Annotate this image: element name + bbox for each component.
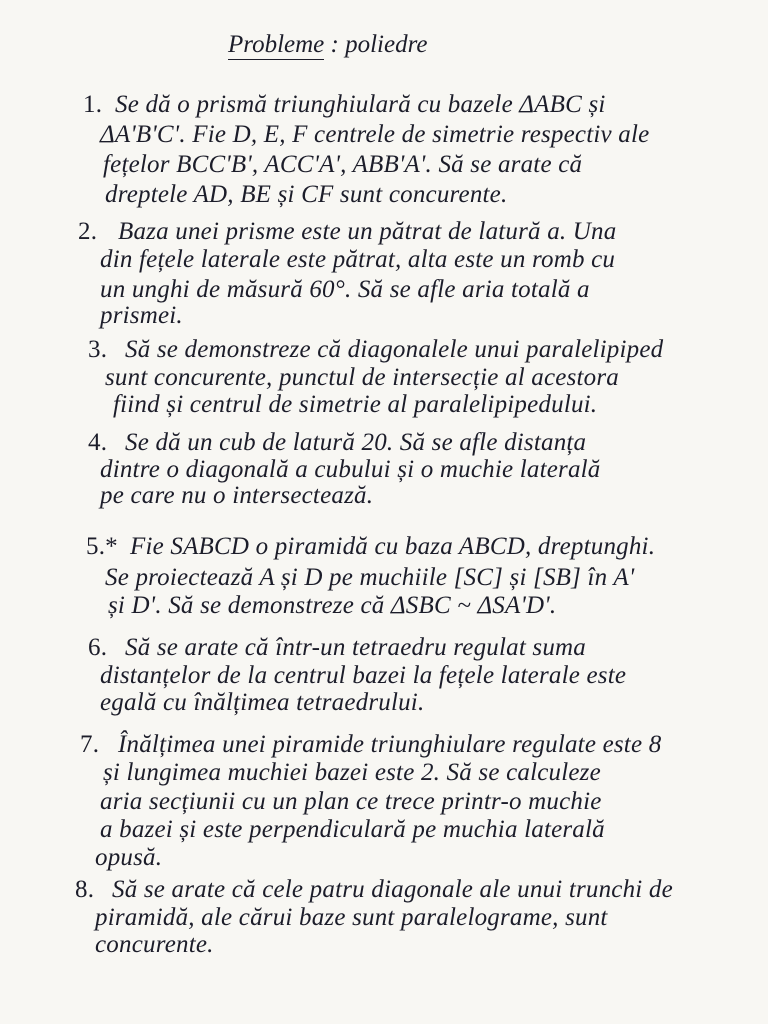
problem-3-line-1: Să se demonstreze că diagonalele unui paralelipiped (125, 336, 664, 363)
problem-7-line-5: opusă. (95, 844, 163, 871)
title-main: Probleme (228, 31, 325, 58)
problem-7-line-4: a bazei și este perpendiculară pe muchia laterală (100, 816, 605, 843)
problem-4-line-3: pe care nu o intersectează. (100, 482, 374, 509)
problem-2-line-1: Baza unei prisme este un pătrat de latură a. Una (118, 218, 617, 245)
problem-number: 8. (75, 876, 95, 903)
problem-1-line-4: dreptele AD, BE și CF sunt concurente. (105, 181, 508, 208)
problem-2-line-2: din fețele laterale este pătrat, alta este un romb cu (100, 246, 616, 273)
problem-8-line-2: piramidă, ale cărui baze sunt paralelograme, sunt (95, 904, 608, 931)
problem-4-line-1: Se dă un cub de latură 20. Să se afle distanța (125, 429, 587, 456)
problem-7-line-2: și lungimea muchiei bazei este 2. Să se calculeze (103, 759, 601, 786)
problem-number: 2. (78, 218, 98, 245)
problem-5-line-3: și D'. Să se demonstreze că ΔSBC ~ ΔSA'D'. (108, 592, 557, 619)
problem-number: 7. (80, 731, 100, 758)
problem-5-line-2: Se proiectează A și D pe muchiile [SC] și [SB] în A' (105, 564, 635, 591)
problem-number: 1. (83, 91, 103, 118)
problem-5-line-1: Fie SABCD o piramidă cu baza ABCD, dreptunghi. (130, 533, 656, 560)
problem-3-line-2: sunt concurente, punctul de intersecție al acestora (105, 364, 620, 391)
problem-number: 6. (88, 634, 108, 661)
title-topic: poliedre (345, 31, 428, 58)
problem-1-line-1: Se dă o prismă triunghiulară cu bazele ΔABC și (115, 91, 606, 118)
problem-2-line-3: un unghi de măsură 60°. Să se afle aria totală a (100, 276, 590, 303)
problem-1-line-3: fețelor BCC'B', ACC'A', ABB'A'. Să se arate că (103, 151, 583, 178)
problem-7-line-3: aria secțiunii cu un plan ce trece printr-o muchie (100, 788, 602, 815)
problem-8-line-3: concurente. (95, 931, 214, 958)
problem-8-line-1: Să se arate că cele patru diagonale ale unui trunchi de (112, 876, 673, 903)
title-separator: : (330, 31, 339, 58)
problem-7-line-1: Înălțimea unei piramide triunghiulare regulate este 8 (118, 731, 662, 758)
problem-6-line-2: distanțelor de la centrul bazei la fețele laterale este (100, 662, 627, 689)
problem-2-line-4: prismei. (100, 302, 183, 329)
problem-number: 5.* (86, 533, 118, 560)
problem-1-line-2: ΔA'B'C'. Fie D, E, F centrele de simetrie respectiv ale (100, 121, 650, 148)
problem-6-line-1: Să se arate că într-un tetraedru regulat suma (125, 634, 587, 661)
page-title (228, 30, 427, 60)
problem-3-line-3: fiind și centrul de simetrie al paralelipipedului. (113, 391, 598, 418)
problem-number: 3. (88, 336, 108, 363)
problem-6-line-3: egală cu înălțimea tetraedrului. (100, 689, 425, 716)
problem-4-line-2: dintre o diagonală a cubului și o muchie laterală (100, 456, 601, 483)
problem-number: 4. (88, 429, 108, 456)
